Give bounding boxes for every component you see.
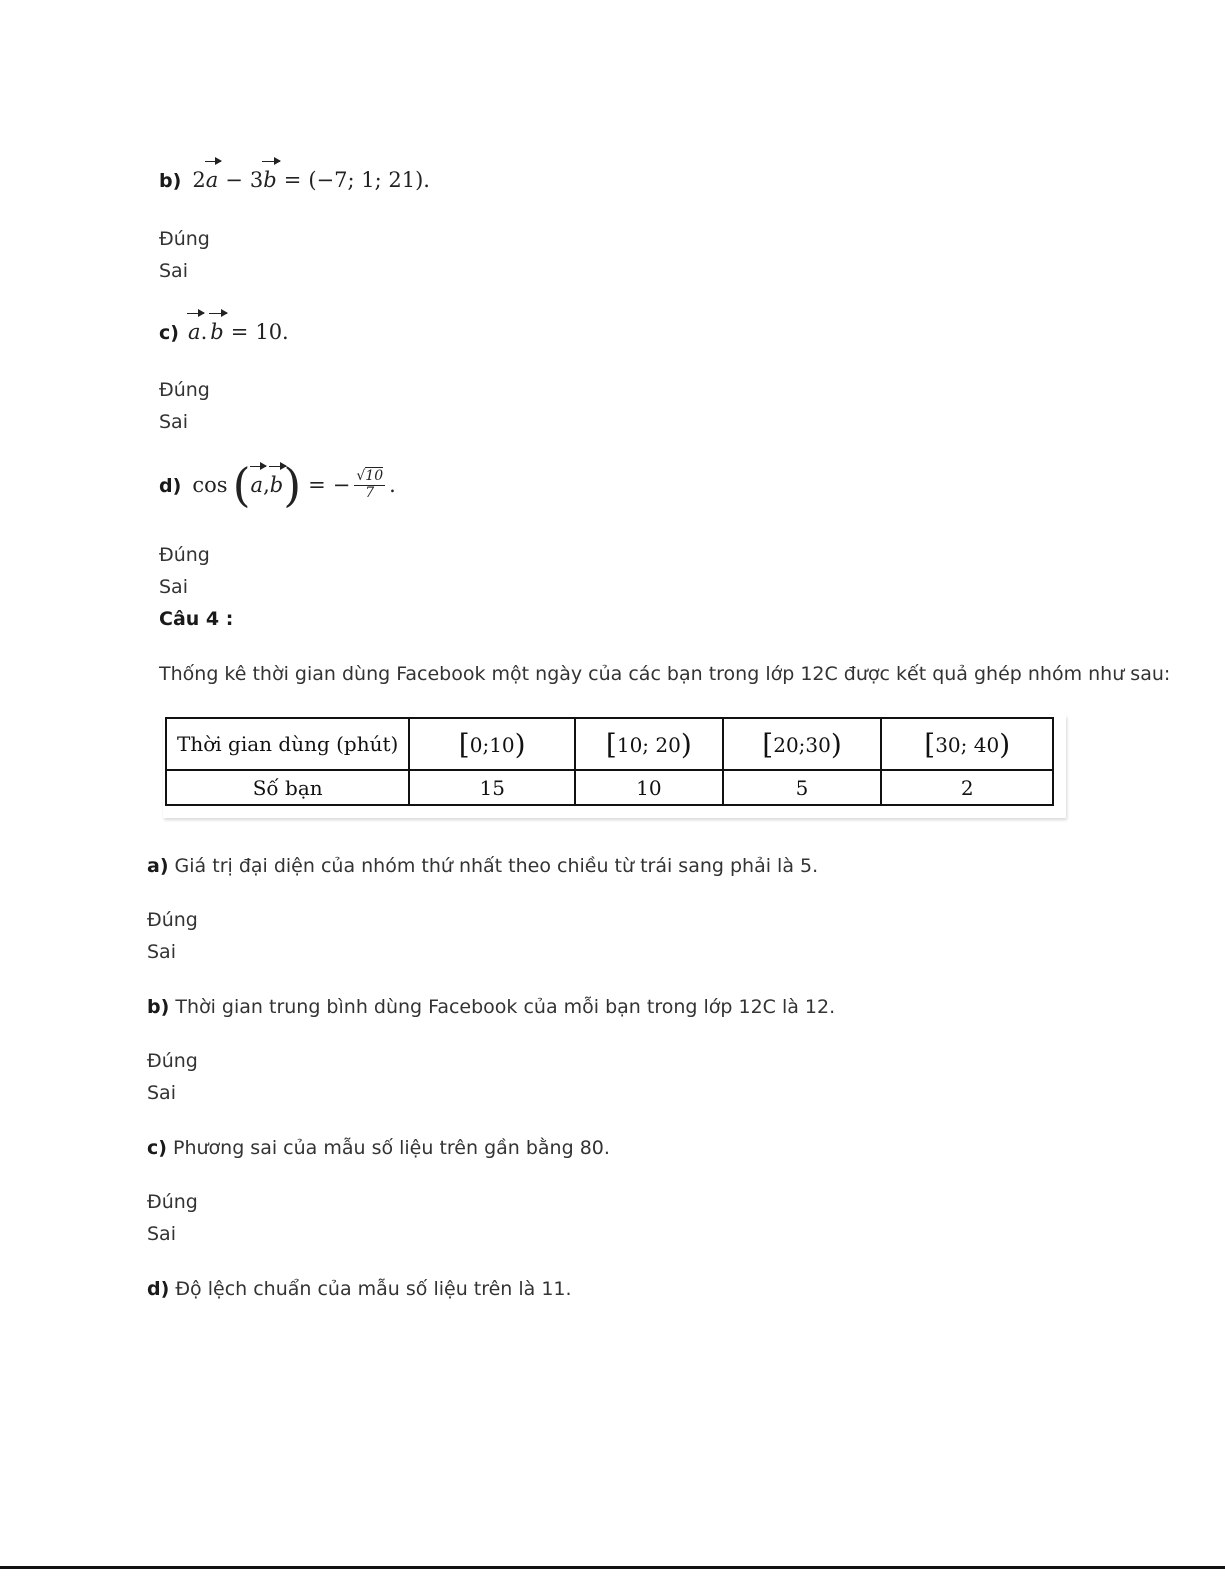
- option-false[interactable]: Sai: [159, 260, 188, 282]
- question-prompt: Thống kê thời gian dùng Facebook một ngày của các bạn trong lớp 12C được kết quả ghép nhóm như sau:: [159, 663, 1171, 685]
- option-false[interactable]: Sai: [147, 1223, 176, 1245]
- option-true[interactable]: Đúng: [159, 544, 210, 566]
- option-true[interactable]: Đúng: [147, 909, 198, 931]
- q4-statement-a: [147, 855, 818, 877]
- statement-text: Giá trị đại diện của nhóm thứ nhất theo chiều từ trái sang phải là 5.: [168, 855, 819, 877]
- vector-b: b: [210, 320, 224, 344]
- count-cell: 5: [723, 770, 882, 805]
- vector-a: a: [188, 320, 201, 344]
- vector-b: b: [269, 473, 284, 497]
- option-false[interactable]: Sai: [159, 411, 188, 433]
- sqrt-symbol: √: [356, 468, 366, 485]
- group-cell: [0;10): [409, 718, 575, 770]
- option-true[interactable]: Đúng: [147, 1191, 198, 1213]
- formula: [192, 168, 430, 192]
- option-false[interactable]: Sai: [147, 1082, 176, 1104]
- statement-label: b): [147, 996, 170, 1018]
- cos-function: cos: [192, 473, 228, 497]
- option-true[interactable]: Đúng: [147, 1050, 198, 1072]
- q3-statement-d: [159, 458, 396, 512]
- group-cell: [10; 20): [575, 718, 723, 770]
- left-paren: (: [232, 458, 251, 512]
- statement-label: d): [147, 1278, 170, 1300]
- statement-text: Độ lệch chuẩn của mẫu số liệu trên là 11.: [169, 1278, 572, 1300]
- table-row: [166, 770, 1053, 805]
- equals-sign: =: [308, 473, 326, 497]
- statement-label: d): [159, 475, 182, 497]
- page-bottom-border: [0, 1566, 1225, 1569]
- minus-sign: −: [225, 168, 243, 192]
- fraction: [354, 469, 385, 501]
- row-header: Số bạn: [166, 770, 409, 805]
- coef: 3: [249, 168, 264, 192]
- count-cell: 10: [575, 770, 723, 805]
- equals-sign: =: [230, 320, 249, 344]
- table-row: [166, 718, 1053, 770]
- formula: [192, 458, 396, 512]
- statement-label: b): [159, 170, 182, 192]
- vector-b: b: [263, 168, 277, 192]
- row-header: Thời gian dùng (phút): [166, 718, 409, 770]
- option-true[interactable]: Đúng: [159, 228, 210, 250]
- numerator: [354, 469, 385, 485]
- comma: ,: [263, 473, 270, 497]
- statement-text: Thời gian trung bình dùng Facebook của mỗi bạn trong lớp 12C là 12.: [169, 996, 836, 1018]
- count-cell: 15: [409, 770, 575, 805]
- question-title: Câu 4 :: [159, 608, 234, 630]
- vector-a: a: [205, 168, 219, 192]
- statement-text: Phương sai của mẫu số liệu trên gần bằng 80.: [166, 1137, 610, 1159]
- q4-statement-b: [147, 996, 835, 1018]
- option-false[interactable]: Sai: [159, 576, 188, 598]
- q3-statement-c: [159, 320, 289, 344]
- q4-statement-d: [147, 1278, 572, 1300]
- result: (−7; 1; 21).: [308, 168, 430, 192]
- right-paren: ): [283, 458, 302, 512]
- q3-statement-b: [159, 168, 430, 192]
- statement-label: c): [147, 1137, 167, 1159]
- sqrt-argument: 10: [365, 468, 384, 485]
- formula: [188, 320, 289, 344]
- denominator: 7: [365, 484, 375, 501]
- frequency-table: [165, 717, 1054, 806]
- group-cell: [30; 40): [881, 718, 1053, 770]
- statement-label: c): [159, 322, 179, 344]
- q4-statement-c: [147, 1137, 610, 1159]
- result: 10.: [255, 320, 289, 344]
- count-cell: 2: [881, 770, 1053, 805]
- statement-label: a): [147, 855, 169, 877]
- equals-sign: =: [283, 168, 302, 192]
- coef: 2: [192, 168, 206, 192]
- group-cell: [20;30): [723, 718, 882, 770]
- vector-a: a: [250, 473, 264, 497]
- minus-sign: −: [332, 473, 351, 497]
- option-true[interactable]: Đúng: [159, 379, 210, 401]
- dot: .: [200, 320, 208, 344]
- option-false[interactable]: Sai: [147, 941, 176, 963]
- period: .: [389, 473, 396, 497]
